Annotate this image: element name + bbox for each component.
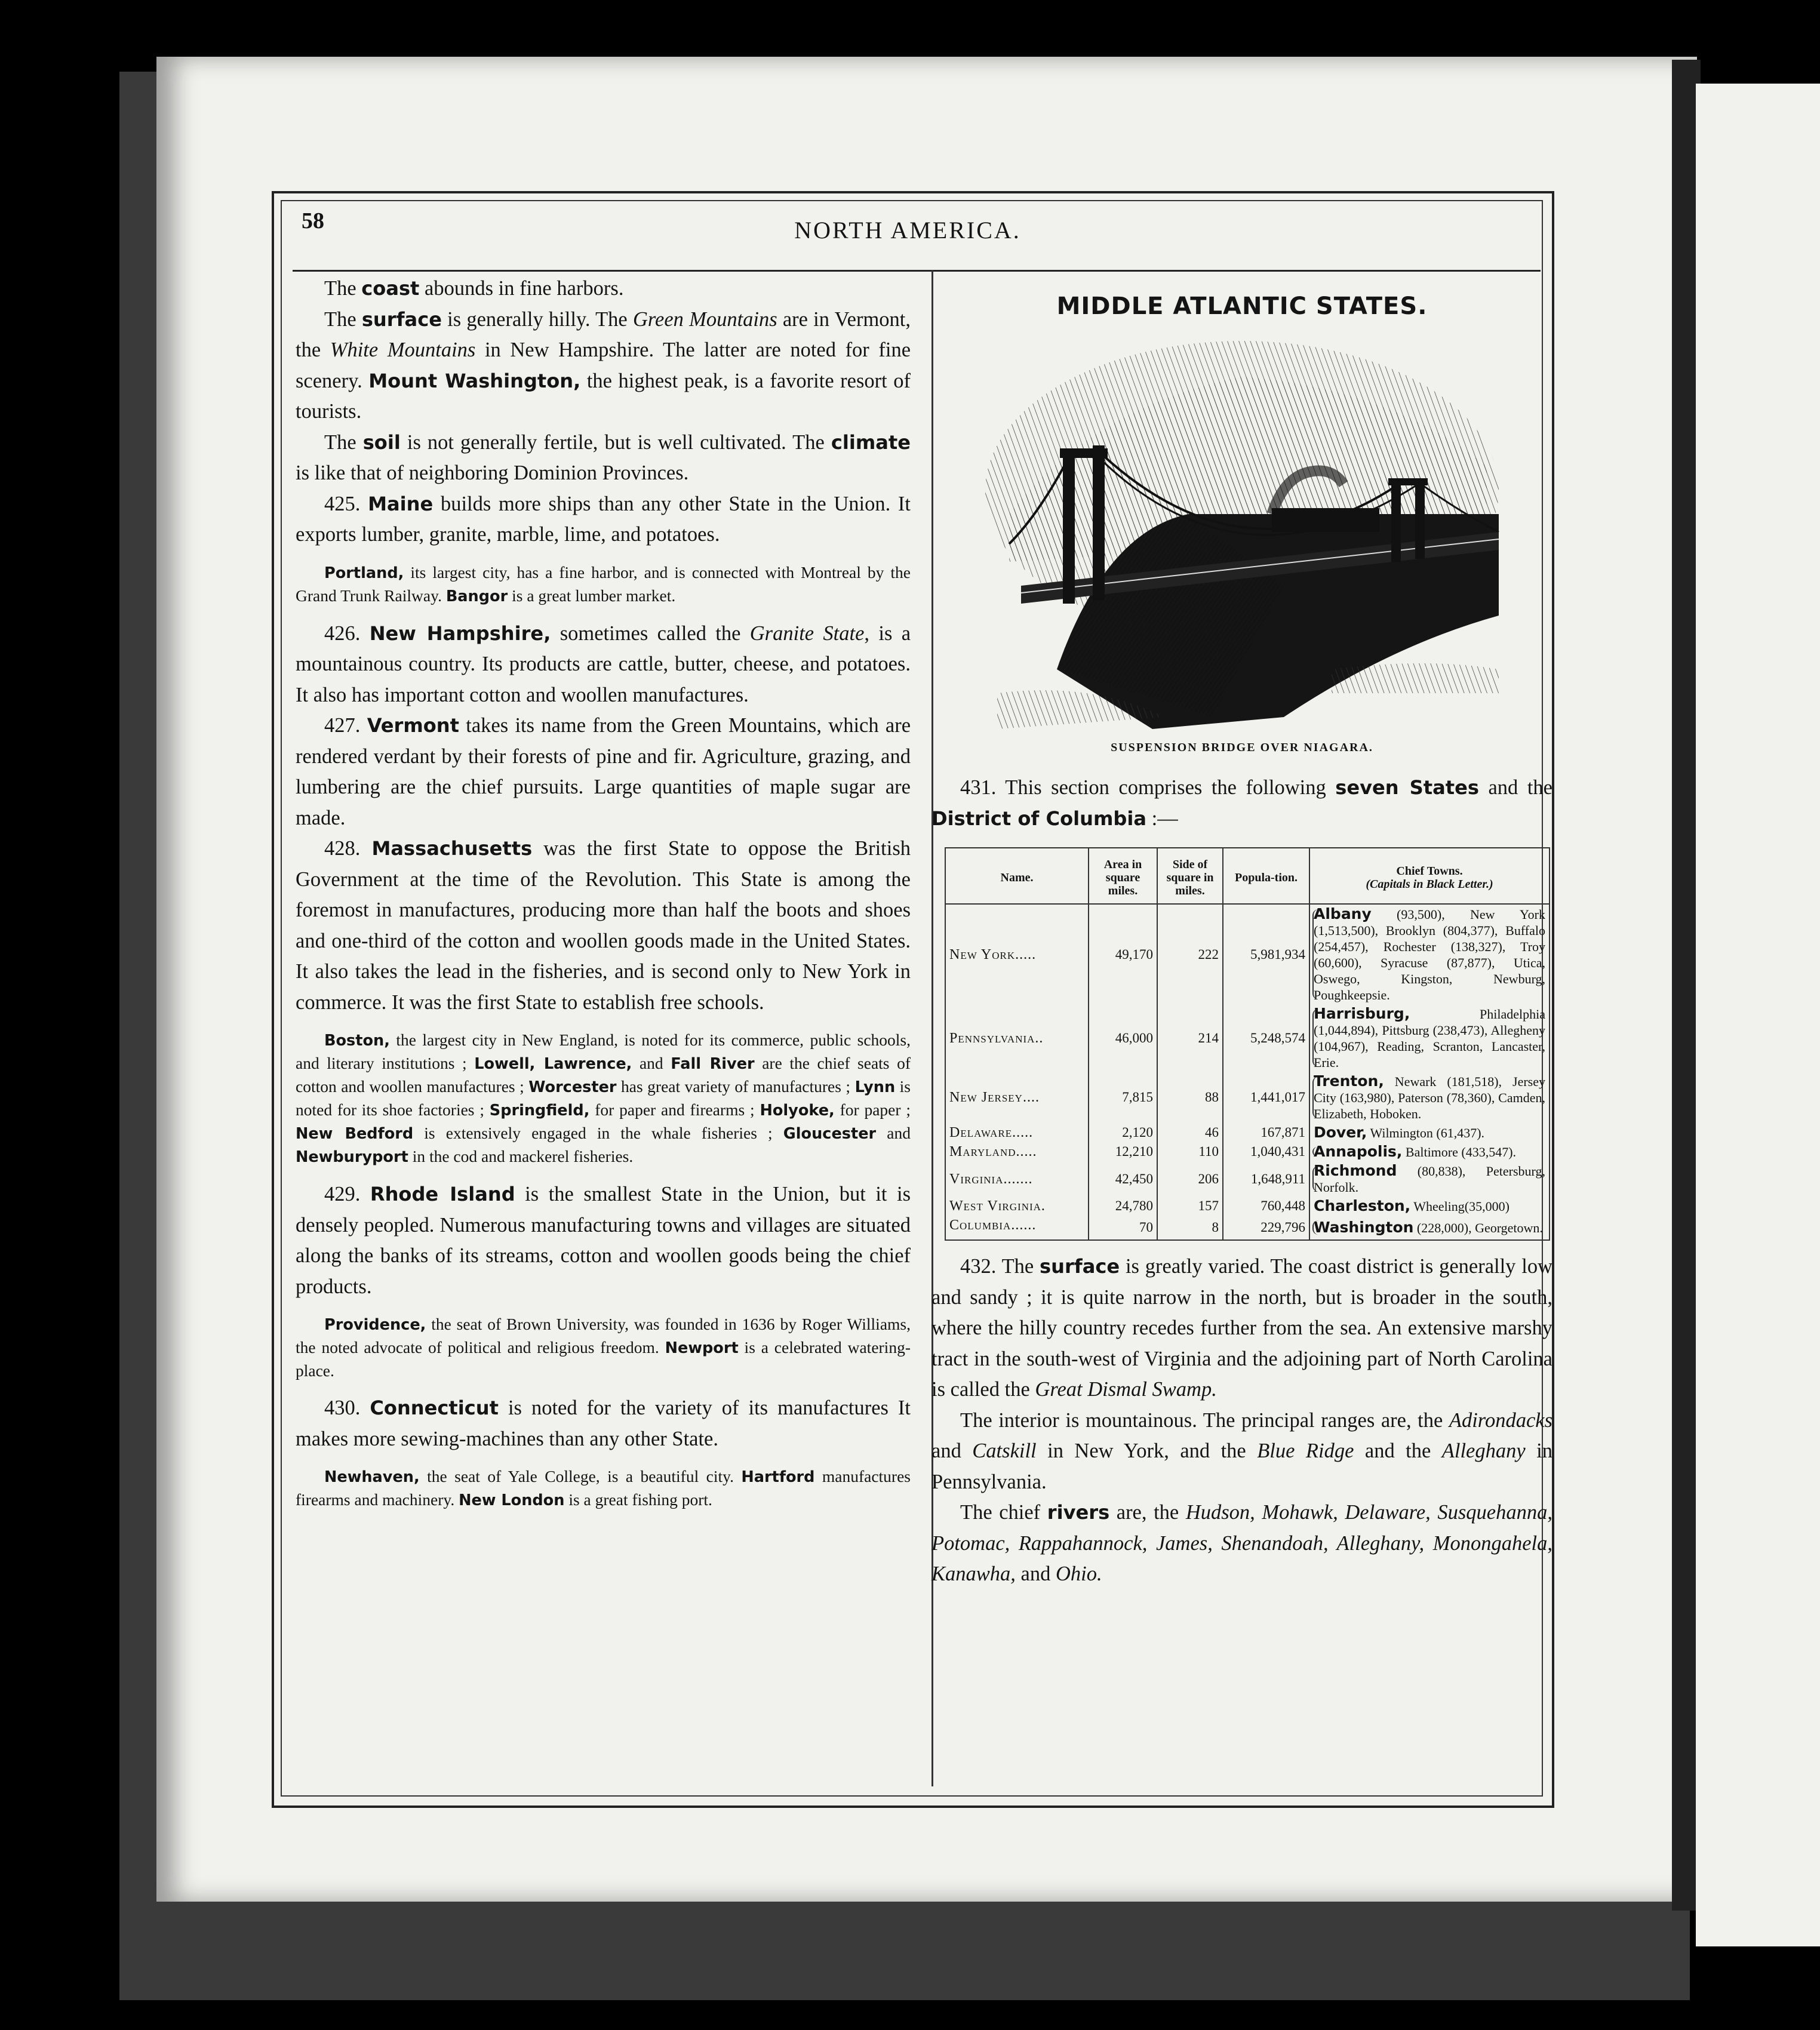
header-chief-towns: Chief Towns. (Capitals in Black Letter.): [1309, 848, 1549, 904]
paragraph-426: 426. New Hampshire, sometimes called the Granite State, is a mountainous country. Its products are cattle, butter, cheese, and potatoes. It also has important cotton and woollen manufactures.: [296, 622, 911, 706]
header-population: Popula-tion.: [1223, 848, 1309, 904]
adjacent-page-edge: [1696, 84, 1820, 1946]
paragraph-429: 429. Rhode Island is the smallest State in the Union, but it is densely peopled. Numerous manufacturing towns and villages are situated along the banks of its streams, cotton and woollen goods being the chief products.: [296, 1183, 911, 1298]
note-425: Portland, its largest city, has a fine harbor, and is connected with Montreal by the Grand Trunk Railway. Bangor is a great lumber market.: [296, 562, 911, 605]
note-428: Boston, the largest city in New England, is noted for its commerce, public schools, and literary institutions ; Lowell, Lawrence, and Fall River are the chief seats of cotton and woollen manufactures ; Worcester has great variety of manufactures ; Lynn is noted for its shoe factories ; Springfield, for paper and firearms ; Holyoke, for paper ; New Bedford is extensively engaged in the whale fisheries ; Gloucester and Newburyport in the cod and mackerel fisheries.: [296, 1031, 911, 1166]
engraving-caption: SUSPENSION BRIDGE OVER NIAGARA.: [1111, 741, 1373, 754]
table-row: New York..... 49,170 222 5,981,934 Albany (93,500), New York (1,513,500), Brooklyn (804,377), Buffalo (254,457), Rochester (138,327), Troy (60,600), Syracuse (87,877), Utica, Oswego, Kingston, Newburg, Poughkeepsie.: [946, 904, 1549, 1004]
paragraph-rivers: The chief rivers are, the Hudson, Mohawk, Delaware, Susquehanna, Potomac, Rappahannock, James, Shenandoah, Alleghany, Monongahela, Kanawha, and Ohio.: [931, 1501, 1552, 1585]
section-title: MIDDLE ATLANTIC STATES.: [1056, 293, 1428, 320]
page-number: 58: [302, 208, 324, 233]
paragraph-coast: The coast abounds in fine harbors.: [324, 277, 624, 300]
table-row: Maryland..... 12,210 110 1,040,431 Annapolis, Baltimore (433,547).: [946, 1142, 1549, 1161]
running-title: NORTH AMERICA.: [794, 217, 1021, 244]
suspension-bridge-engraving: [973, 335, 1511, 735]
paragraph-surface: The surface is generally hilly. The Green Mountains are in Vermont, the White Mountains in New Hampshire. The latter are noted for fine scenery. Mount Washington, the highest peak, is a favorite resort of tourists.: [296, 307, 911, 423]
paragraph-425: 425. Maine builds more ships than any other State in the Union. It exports lumber, granite, marble, lime, and potatoes.: [296, 492, 911, 546]
states-table: [945, 847, 1550, 1241]
header-area: Area in square miles.: [1089, 848, 1157, 904]
table-row: West Virginia. 24,780 157 760,448 Charleston, Wheeling(35,000): [946, 1197, 1549, 1216]
paragraph-428: 428. Massachusetts was the first State to oppose the British Government at the time of the Revolution. This State is among the foremost in manufactures, producing more than half the boots and shoes and one-third of the cotton and woollen goods made in the United States. It also takes the lead in the fisheries, and is second only to New York in commerce. It was the first State to establish free schools.: [296, 837, 911, 1014]
header-name: Name.: [946, 848, 1089, 904]
table-row: Columbia...... 70 8 229,796 Washington (228,000), Georgetown.: [946, 1216, 1549, 1239]
right-column: [931, 263, 1552, 1590]
paragraph-interior: The interior is mountainous. The principal ranges are, the Adirondacks and Catskill in New York, and the Blue Ridge and the Alleghany in Pennsylvania.: [931, 1408, 1552, 1493]
table-header-row: [946, 848, 1549, 904]
left-column: [296, 263, 911, 1512]
note-430: Newhaven, the seat of Yale College, is a beautiful city. Hartford manufactures firearms and machinery. New London is a great fishing port.: [296, 1467, 911, 1509]
table-row: Virginia....... 42,450 206 1,648,911 Richmond (80,838), Petersburg, Norfolk.: [946, 1161, 1549, 1197]
paragraph-soil: The soil is not generally fertile, but is well cultivated. The climate is like that of neighboring Dominion Provinces.: [296, 430, 911, 484]
header-side: Side of square in miles.: [1157, 848, 1223, 904]
table-row: New Jersey.... 7,815 88 1,441,017 Trenton, Newark (181,518), Jersey City (163,980), Paterson (78,360), Camden, Elizabeth, Hoboken.: [946, 1072, 1549, 1123]
paragraph-432: 432. The surface is greatly varied. The coast district is generally low and sandy ; it is quite narrow in the north, but is broader in the south, where the hilly country recedes further from the sea. An extensive marshy tract in the south-west of Virginia and the adjoining part of North Carolina is called the Great Dismal Swamp.: [931, 1255, 1552, 1401]
table-row: Pennsylvania.. 46,000 214 5,248,574 Harrisburg, Philadelphia (1,044,894), Pittsburg (238,473), Allegheny (104,967), Reading, Scranton, Lancaster, Erie.: [946, 1004, 1549, 1072]
table-row: Delaware..... 2,120 46 167,871 Dover, Wilmington (61,437).: [946, 1123, 1549, 1142]
paragraph-427: 427. Vermont takes its name from the Green Mountains, which are rendered verdant by their forests of pine and fir. Agriculture, grazing, and lumbering are the chief pursuits. Large quantities of maple sugar are made.: [296, 714, 911, 829]
paragraph-430: 430. Connecticut is noted for the variety of its manufactures It makes more sewing-machines than any other State.: [296, 1397, 911, 1450]
note-429: Providence, the seat of Brown University, was founded in 1636 by Roger Williams, the noted advocate of political and religious freedom. Newport is a celebrated watering-place.: [296, 1315, 911, 1380]
paragraph-431: 431. This section comprises the following seven States and the District of Columbia :—: [931, 776, 1552, 830]
